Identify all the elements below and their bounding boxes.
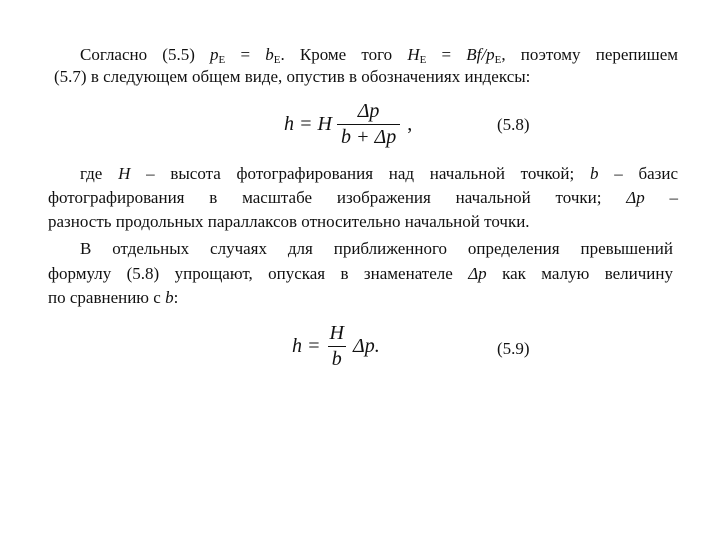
text: = xyxy=(225,45,266,64)
text: фотографирования в масштабе изображения начальной точки; xyxy=(48,188,627,207)
para3-line2 xyxy=(48,263,673,285)
symbol: Δp xyxy=(626,188,645,207)
para2-line1 xyxy=(80,163,678,185)
subscript: E xyxy=(218,54,226,66)
fraction xyxy=(337,100,400,149)
text: как малую величину xyxy=(486,264,673,283)
para3-line1 xyxy=(80,238,673,260)
numerator: H xyxy=(329,322,344,344)
text: = xyxy=(426,45,467,64)
symbol: H xyxy=(407,45,420,64)
symbol: H xyxy=(118,164,131,183)
para3-line3 xyxy=(48,287,678,309)
symbol: p xyxy=(210,45,219,64)
numerator: Δp xyxy=(357,100,380,122)
text: (5.7) в следующем общем виде, опустив в обозначениях индексы: xyxy=(54,67,531,86)
equation-lhs: h = xyxy=(292,335,321,357)
para1-line1 xyxy=(80,44,678,66)
text: где xyxy=(80,164,119,183)
denominator: b xyxy=(328,346,346,371)
subscript: E xyxy=(419,54,427,66)
text: , поэтому перепишем xyxy=(501,45,678,64)
text: Согласно (5.5) xyxy=(80,45,211,64)
text: – базис xyxy=(598,164,679,183)
text: по сравнению с xyxy=(48,288,166,307)
symbol: b xyxy=(165,288,174,307)
text: В отдельных случаях для приближенного определения превышений xyxy=(80,239,673,258)
text: – xyxy=(644,188,679,207)
symbol: Δp xyxy=(468,264,487,283)
para2-line3 xyxy=(48,211,678,233)
equation-5-9 xyxy=(292,322,380,371)
equation-tail: , xyxy=(407,113,413,135)
denominator: b + Δp xyxy=(337,124,400,149)
text: : xyxy=(173,288,179,307)
text: . Кроме того xyxy=(280,45,408,64)
equation-tail: Δp. xyxy=(352,335,380,357)
text: формулу (5.8) упрощают, опуская в знаменателе xyxy=(48,264,469,283)
text: – высота фотографирования над начальной точкой; xyxy=(130,164,590,183)
symbol: b xyxy=(265,45,274,64)
subscript: E xyxy=(494,54,502,66)
para2-line2 xyxy=(48,187,678,209)
equation-number-5-9: (5.9) xyxy=(497,339,530,358)
equation-lhs: h = H xyxy=(284,113,332,135)
para1-line2 xyxy=(54,66,684,88)
subscript: E xyxy=(273,54,281,66)
symbol: b xyxy=(589,164,599,183)
fraction xyxy=(326,322,348,371)
equation-5-8 xyxy=(284,100,412,149)
symbol: Bf/p xyxy=(466,45,495,64)
text: разность продольных параллаксов относительно начальной точки. xyxy=(48,212,530,231)
equation-number-5-8: (5.8) xyxy=(497,115,530,134)
